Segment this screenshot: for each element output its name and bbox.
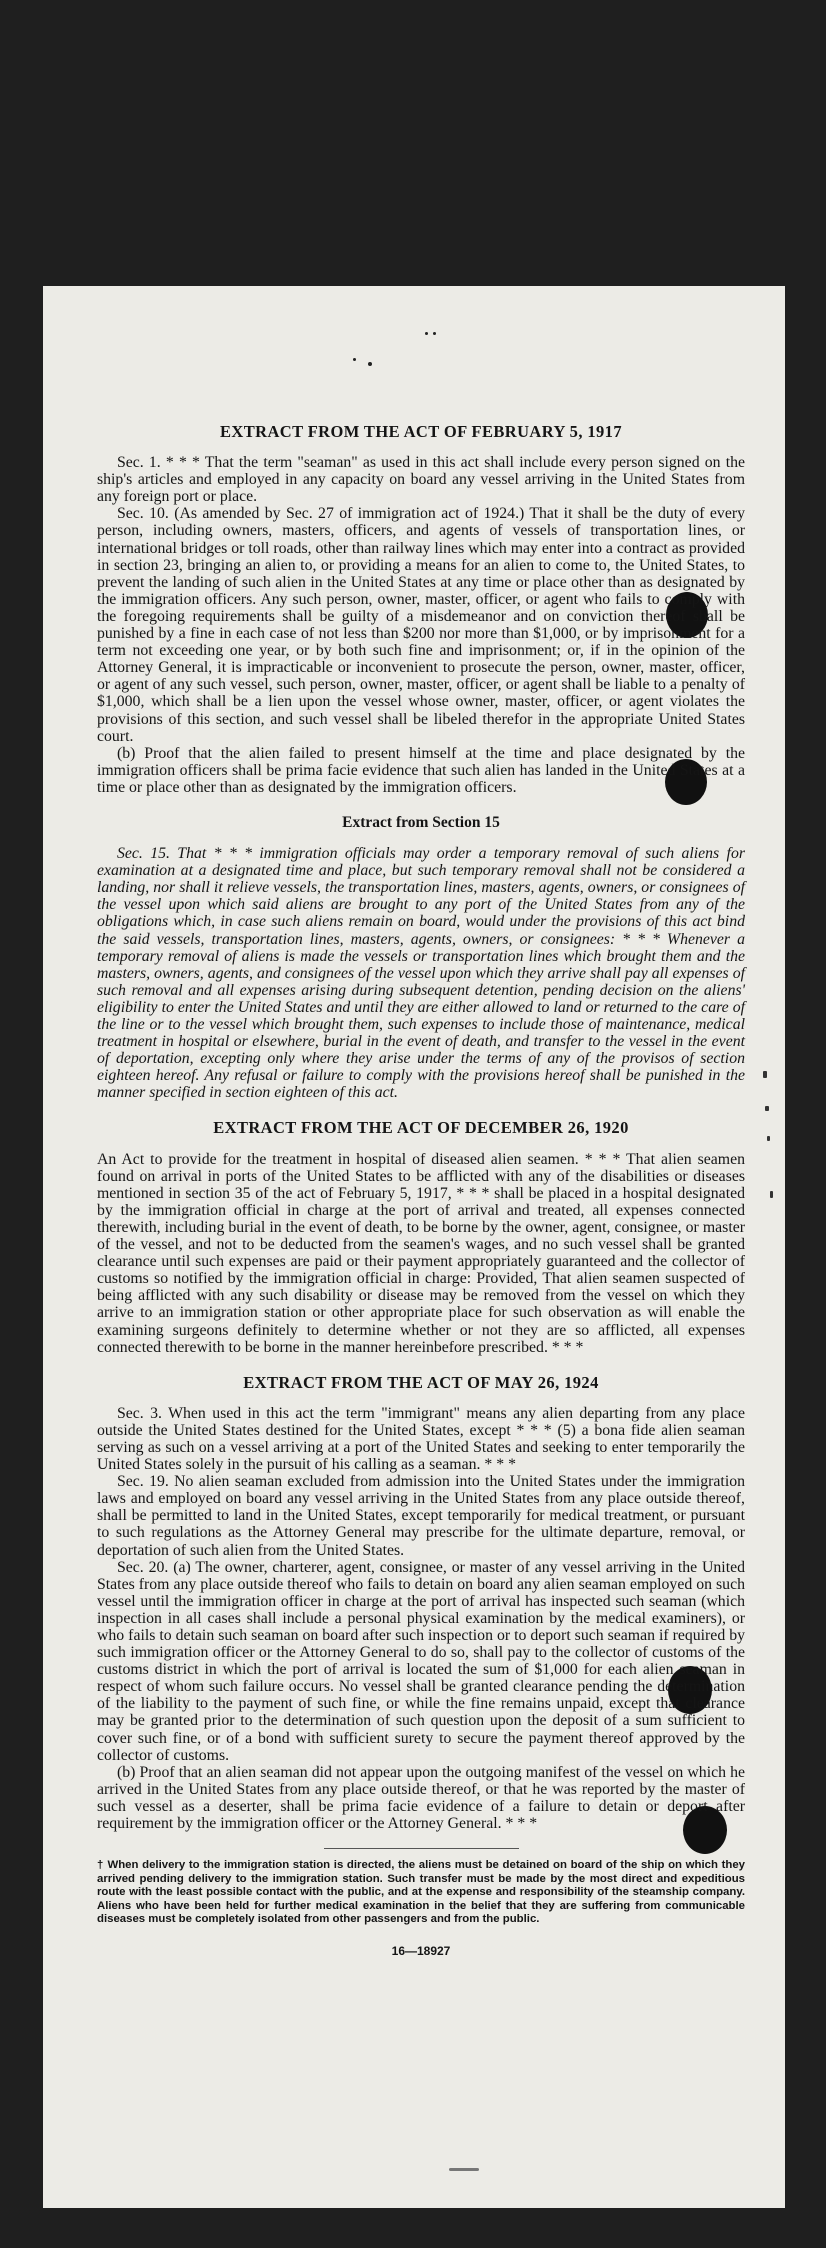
margin-mark (763, 1071, 767, 1078)
margin-mark (767, 1136, 770, 1141)
paragraph-sec3: Sec. 3. When used in this act the term "immigrant" means any alien departing from any place outside the United States destined for the United States, except * * * (5) a bona fide alien seaman serving as such on a vessel arriving at a port of the United States and seeking to enter temporarily the United States solely in the pursuit of his calling as a seaman. * * * (97, 1404, 745, 1474)
paragraph-sec19: Sec. 19. No alien seaman excluded from admission into the United States under the immigration laws and employed on board any vessel arriving in the United States from any place outside thereof, shall be permitted to land in the United States, except temporarily for medical treatment, or pursuant to such regulations as the Attorney General may prescribe for the ultimate departure, removal, or deportation of such alien from the United States. (97, 1473, 745, 1559)
paragraph-sec1: Sec. 1. * * * That the term "seaman" as used in this act shall include every person signed on the ship's articles and employed in any capacity on board any vessel arriving in the United States from any foreign port or place. (97, 454, 745, 506)
heading-act-1917: EXTRACT FROM THE ACT OF FEBRUARY 5, 1917 (220, 422, 622, 441)
margin-mark (770, 1191, 773, 1198)
margin-mark (765, 1106, 769, 1111)
heading-act-1924: EXTRACT FROM THE ACT OF MAY 26, 1924 (243, 1372, 599, 1392)
document-body (97, 286, 745, 1960)
paragraph-sec10b: (b) Proof that the alien failed to present himself at the time and place designated by the immigration officers shall be prima facie evidence that such alien has landed in the United States at a time or place other than as designated by the immigration officers. (97, 744, 745, 796)
paragraph-sec10: Sec. 10. (As amended by Sec. 27 of immigration act of 1924.) That it shall be the duty of every person, including owners, masters, officers, and agents of vessels of transportation lines, or international bridges or toll roads, other than railway lines which may enter into a contract as provided in section 23, bringing an alien to, or providing a means for an alien to come to, the United States, to prevent the landing of such alien in the United States at any time or place other than as designated by the immigration officers. Any such person, owner, master, officer, or agent who fails to comply with the foregoing requirements shall be guilty of a misdemeanor and on conviction thereof shall be punished by a fine in each case of not less than $200 nor more than $1,000, or by imprisonment for a term not exceeding one year, or by both such fine and imprisonment; or, if in the opinion of the Attorney General, it is impracticable or inconvenient to prosecute the person, owner, master, officer, or agent of any such vessel, such person, owner, master, officer, or agent shall be liable to a penalty of $1,000, which shall be a lien upon the vessel whose owner, master, officer, or agent violates the provisions of this section, and such vessel shall be libeled therefor in the appropriate United States court. (97, 505, 745, 745)
paragraph-sec20a: Sec. 20. (a) The owner, charterer, agent, consignee, or master of any vessel arriving in the United States from any place outside thereof who fails to detain on board any alien seaman employed on such vessel until the immigration officer in charge at the port of arrival has inspected such seaman (which inspection in all cases shall include a personal physical examination by the medical examiners), or who fails to detain such seaman on board after such inspection or to deport such seaman if required by such immigration officer or the Attorney General to do so, shall pay to the collector of customs of the customs district in which the port of arrival is located the sum of $1,000 for each alien seaman in respect of whom such failure occurs. No vessel shall be granted clearance pending the determination of the liability to the payment of such fine, or while the fine remains unpaid, except that clearance may be granted prior to the determination of such question upon the deposit of a sum sufficient to cover such fine, or of a bond with sufficient surety to secure the payment thereof approved by the collector of customs. (97, 1558, 745, 1764)
paragraph-act-1920: An Act to provide for the treatment in hospital of diseased alien seamen. * * * That alien seamen found on arrival in ports of the United States to be afflicted with any of the disabilities or diseases mentioned in section 35 of the act of February 5, 1917, * * * shall be placed in a hospital designated by the immigration official in charge at the port of arrival and treated, all expenses connected therewith, including burial in the event of death, to be borne by the owner, agent, consignee, or master of the vessel, and not to be deducted from the seamen's wages, and no such vessel shall be granted clearance until such expenses are paid or their payment appropriately guaranteed and the collector of customs so notified by the immigration official in charge: Provided, That alien seamen suspected of being afflicted with any such disability or disease may be removed from the vessel on which they arrive to an immigration station or other appropriate place for such observation as will enable the examining surgeons definitely to determine whether or not they are so afflicted, all expenses connected therewith to be borne in the manner hereinbefore prescribed. * * * (97, 1150, 745, 1356)
heading-act-1920: EXTRACT FROM THE ACT OF DECEMBER 26, 1920 (213, 1118, 629, 1138)
speck (449, 2168, 479, 2171)
document-page (43, 286, 785, 2208)
paragraph-sec20b: (b) Proof that an alien seaman did not appear upon the outgoing manifest of the vessel on which he arrived in the United States from any place outside thereof, or that he was reported by the master of such vessel as a deserter, shall be prima facie evidence of a failure to detain or deport after requirement by the immigration officer or the Attorney General. * * * (97, 1763, 745, 1833)
subheading-section-15: Extract from Section 15 (342, 813, 500, 831)
page-code: 16—18927 (391, 1943, 451, 1958)
paragraph-sec15: Sec. 15. That * * * immigration officials may order a temporary removal of such aliens for examination at a designated time and place, but such temporary removal shall not be considered a landing, nor shall it relieve vessels, the transportation lines, masters, agents, owners, or consignees of the vessel upon which said aliens are brought to any port of the United States from any of the obligations which, in case such aliens remain on board, would under the provisions of this act bind the said vessels, transportation lines, masters, agents, owners, or consignees: * * * Whenever a temporary removal of aliens is made the vessels or transportation lines which brought them and the masters, owners, agents, and consignees of the vessel upon which they arrive shall pay all expenses of such removal and all expenses arising during subsequent detention, pending decision on the aliens' eligibility to enter the United States and until they are either allowed to land or returned to the care of the line or to the vessel which brought them, such expenses to include those of maintenance, medical treatment in hospital or elsewhere, burial in the event of death, and transfer to the vessel in the event of deportation, excepting only where they arise under the terms of any of the provisos of section eighteen hereof. Any refusal or failure to comply with the provisions hereof shall be punished in the manner specified in section eighteen of this act. (97, 845, 745, 1102)
footnote: † When delivery to the immigration station is directed, the aliens must be detained on board of the ship on which they arrived pending delivery to the immigration station. Such transfer must be made by the most direct and expeditious route with the least possible contact with the public, and at the expense and responsibility of the steamship company. Aliens who have been held for further medical examination in the belief that they are suffering from communicable diseases must be completely isolated from other passengers and from the public. (97, 1859, 745, 1926)
